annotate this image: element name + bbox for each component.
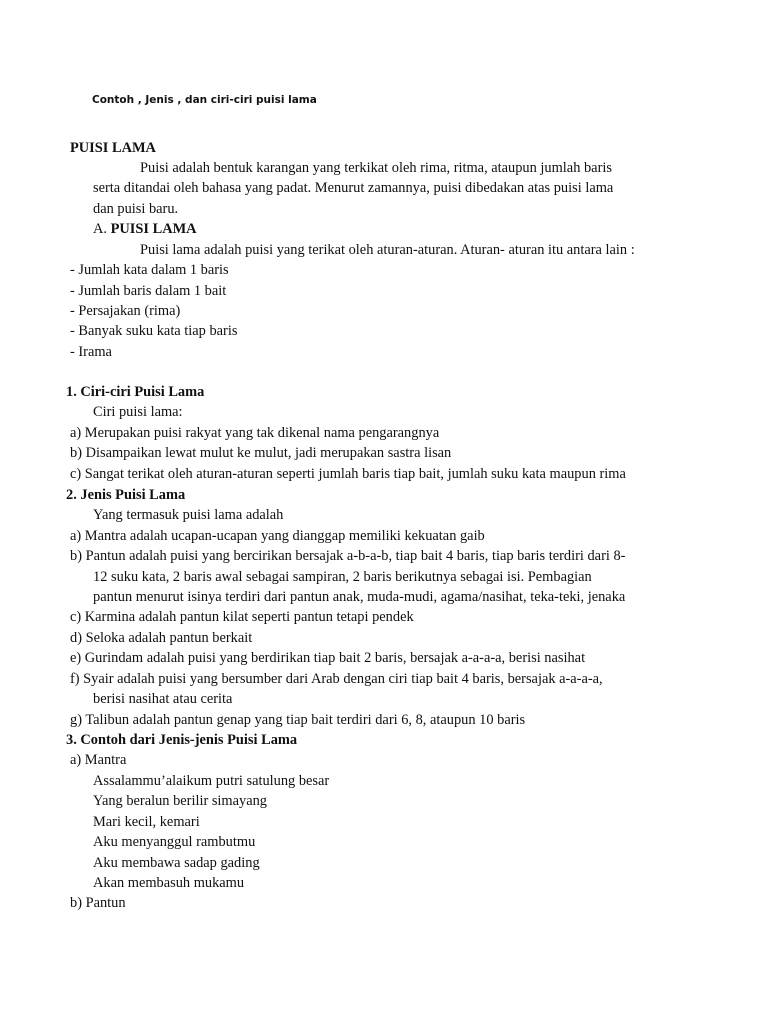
section-a-heading xyxy=(93,219,197,239)
rule-item: - Persajakan (rima) xyxy=(70,303,181,319)
intro-paragraph-line: serta ditandai oleh bahasa yang padat. Menurut zamannya, puisi dibedakan atas puisi lama xyxy=(93,180,614,196)
section-3-sub-b: b) Pantun xyxy=(70,895,126,911)
list-item-continuation: berisi nasihat atau cerita xyxy=(93,691,233,707)
section-1-heading: 1. Ciri-ciri Puisi Lama xyxy=(66,384,205,400)
section-3-heading: 3. Contoh dari Jenis-jenis Puisi Lama xyxy=(66,732,298,748)
list-item: d) Seloka adalah pantun berkait xyxy=(70,630,253,646)
rule-item: - Jumlah kata dalam 1 baris xyxy=(70,262,229,278)
section-2-intro: Yang termasuk puisi lama adalah xyxy=(93,507,284,523)
rule-item: - Jumlah baris dalam 1 bait xyxy=(70,283,227,299)
section-a-paragraph: Puisi lama adalah puisi yang terikat oleh aturan-aturan. Aturan- aturan itu antara lain : xyxy=(140,242,635,258)
list-item: c) Sangat terikat oleh aturan-aturan seperti jumlah baris tiap bait, jumlah suku kata maupun rima xyxy=(70,466,626,482)
list-item: a) Mantra adalah ucapan-ucapan yang dianggap memiliki kekuatan gaib xyxy=(70,528,485,544)
list-item-continuation: pantun menurut isinya terdiri dari pantun anak, muda-mudi, agama/nasihat, teka-teki, jenaka xyxy=(93,589,626,605)
document-header: Contoh , Jenis , dan ciri-ciri puisi lama xyxy=(92,94,317,106)
list-item: e) Gurindam adalah puisi yang berdirikan tiap bait 2 baris, bersajak a-a-a-a, berisi nasihat xyxy=(70,650,586,666)
section-3-sub-a: a) Mantra xyxy=(70,752,127,768)
list-item-continuation: 12 suku kata, 2 baris awal sebagai sampiran, 2 baris berikutnya sebagai isi. Pembagian xyxy=(93,569,592,585)
list-item: g) Talibun adalah pantun genap yang tiap bait terdiri dari 6, 8, ataupun 10 baris xyxy=(70,712,526,728)
rule-item: - Irama xyxy=(70,344,112,360)
list-item: a) Merupakan puisi rakyat yang tak dikenal nama pengarangnya xyxy=(70,425,440,441)
section-1-intro: Ciri puisi lama: xyxy=(93,404,183,420)
mantra-line: Aku menyanggul rambutmu xyxy=(93,834,256,850)
mantra-line: Mari kecil, kemari xyxy=(93,814,200,830)
section-a-title: PUISI LAMA xyxy=(110,221,197,237)
rule-item: - Banyak suku kata tiap baris xyxy=(70,323,238,339)
list-item: f) Syair adalah puisi yang bersumber dari Arab dengan ciri tiap bait 4 baris, bersajak a-a-a-a, xyxy=(70,671,603,687)
intro-paragraph-line: dan puisi baru. xyxy=(93,201,179,217)
section-2-heading: 2. Jenis Puisi Lama xyxy=(66,487,186,503)
mantra-line: Aku membawa sadap gading xyxy=(93,855,260,871)
list-item: c) Karmina adalah pantun kilat seperti pantun tetapi pendek xyxy=(70,609,414,625)
mantra-line: Assalammu’alaikum putri satulung besar xyxy=(93,773,330,789)
list-item: b) Disampaikan lewat mulut ke mulut, jadi merupakan sastra lisan xyxy=(70,445,452,461)
intro-paragraph-line: Puisi adalah bentuk karangan yang terkikat oleh rima, ritma, ataupun jumlah baris xyxy=(140,160,612,176)
mantra-line: Akan membasuh mukamu xyxy=(93,875,245,891)
section-a-prefix: A. xyxy=(93,221,107,237)
mantra-line: Yang beralun berilir simayang xyxy=(93,793,267,809)
intro-heading: PUISI LAMA xyxy=(70,140,156,156)
list-item: b) Pantun adalah puisi yang bercirikan bersajak a-b-a-b, tiap bait 4 baris, tiap baris terdiri dari 8- xyxy=(70,548,626,564)
